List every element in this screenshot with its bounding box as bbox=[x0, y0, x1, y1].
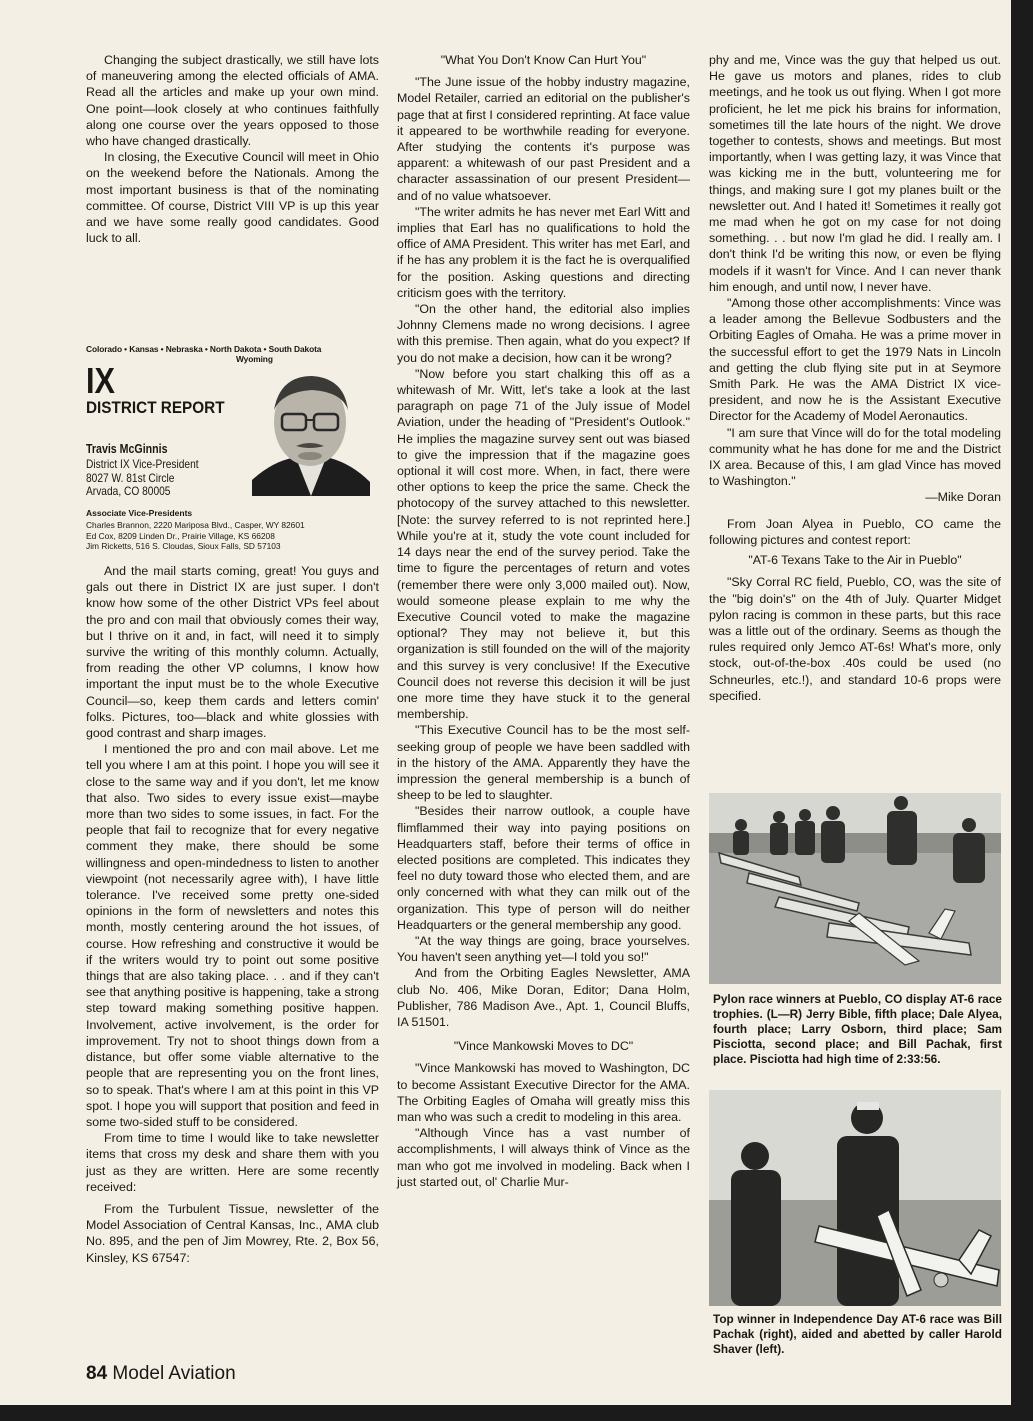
paragraph: "The June issue of the hobby industry magazine, Model Retailer, carried an editorial on the publisher's page that at first I considered reprinting. At face value it appeared to be worthwhile reading for everyone. After studying the contents it's purpose was apparent: a whitewash of our past President and a character assassination of our present President—and of no value whatsoever. bbox=[397, 75, 690, 203]
associate-line: Ed Cox, 8209 Linden Dr., Prairie Village, KS 66208 bbox=[86, 530, 275, 541]
vp-street: 8027 W. 81st Circle bbox=[86, 470, 175, 485]
paragraph: "This Executive Council has to be the most self-seeking group of people we have been saddled with in the history of the AMA. Apparently they have the impression the general membership is a bunch of sheep to be led to slaughter. bbox=[397, 723, 690, 803]
paragraph: "Although Vince has a vast number of accomplishments, I will always think of Vince as the man who got me involved in modeling. Back when I just started out, ol' Charlie Mur- bbox=[397, 1126, 690, 1189]
scan-edge-right bbox=[1011, 0, 1033, 1421]
vp-name: Travis McGinnis bbox=[86, 442, 168, 456]
photo-caption-1: Pylon race winners at Pueblo, CO display AT-6 race trophies. (L—R) Jerry Bible, fifth place; Dale Alyea, fourth place; Larry Osborn, third place; Sam Pisciotta, second place; and Bill Pachak, first place. Pisciotta had high time of 2:33:56. bbox=[713, 992, 1002, 1066]
paragraph: And the mail starts coming, great! You guys and gals out there in District IX are just super. I don't know how some of the other District VPs feel about the pro and con mail that obviously comes their way, but I thrive on it and, in fact, will need it to simply survive the writing of this monthly column. Actually, from reading the other VP columns, I know how important the input must be to the whole Executive Council—so, keep them cards and letters comin' folks. Pictures, too—black and white glossies with good contrast and sharp images. bbox=[86, 564, 379, 741]
vp-city: Arvada, CO 80005 bbox=[86, 484, 171, 498]
associates-list bbox=[86, 520, 305, 552]
paragraph: In closing, the Executive Council will meet in Ohio on the weekend before the Nationals. Among the most important business is that of the nominating committee. Of course, District VIII VP is up this year and we have some really good candidates. Good luck to all. bbox=[86, 150, 379, 246]
pylon-race-winners-photo bbox=[709, 793, 1001, 984]
magazine-name: Model Aviation bbox=[112, 1363, 236, 1384]
paragraph: "The writer admits he has never met Earl Witt and implies that Earl has no qualifications to hold the office of AMA President. This writer has met Earl, and if he has any problem it is the fact he is overqualified for the position. Asking questions and directing criticism goes with the territory. bbox=[397, 204, 690, 300]
paragraph: And from the Orbiting Eagles Newsletter, AMA club No. 406, Mike Doran, Editor; Dana Holm, Publisher, 786 Madison Ave., Apt. 1, Council Bluffs, IA 51501. bbox=[397, 966, 690, 1029]
district-number: IX bbox=[86, 360, 115, 401]
paragraph: From the Turbulent Tissue, newsletter of the Model Association of Central Kansas, Inc., AMA club No. 895, and the pen of Jim Mowrey, Rte. 2, Box 56, Kinsley, KS 67547: bbox=[86, 1201, 379, 1265]
section-heading: "AT-6 Texans Take to the Air in Pueblo" bbox=[748, 553, 962, 568]
paragraph: "Besides their narrow outlook, a couple have flimflammed their way into paying positions on Headquarters staff, before their terms of office in elected positions are completed. This indicates they feel no duty toward those who elected them, and are only concerned with what they can milk out of the organization. This type of person will do neither Headquarters or the general membership any good. bbox=[397, 804, 690, 932]
page-footer bbox=[86, 1363, 236, 1385]
section-heading: "What You Don't Know Can Hurt You" bbox=[440, 53, 647, 67]
top-winner-photo bbox=[709, 1090, 1001, 1306]
vp-title: District IX Vice-President bbox=[86, 457, 199, 471]
paragraph: Changing the subject drastically, we still have lots of maneuvering among the elected officials of AMA. Read all the articles and make up your own mind. One point—look closely at who continues faithfully along one course over the years opposed to those who have changed drastically. bbox=[86, 53, 379, 149]
paragraph: "I am sure that Vince will do for the total modeling community what he has done for me and the District IX area. Because of this, I am glad Vince has moved to Washington." bbox=[709, 425, 1001, 489]
district-report-title: DISTRICT REPORT bbox=[86, 398, 225, 417]
column-1 bbox=[86, 52, 379, 246]
column-3 bbox=[709, 52, 1001, 704]
vp-address bbox=[86, 458, 199, 499]
column-1-body bbox=[86, 563, 379, 1266]
scan-edge-bottom bbox=[0, 1405, 1033, 1421]
associate-line: Charles Brannon, 2220 Mariposa Blvd., Casper, WY 82601 bbox=[86, 520, 305, 530]
associate-line: Jim Ricketts, 516 S. Cloudas, Sioux Falls, SD 57103 bbox=[86, 541, 281, 551]
vp-portrait-photo bbox=[252, 370, 370, 496]
paragraph: phy and me, Vince was the guy that helped us out. He gave us motors and planes, rides to club meetings, and he took us out flying. When I got more proficient, he let me pick his brains for information, sometimes till the late hours of the night. We drove together to contests, shows and meetings. But most importantly, when I was getting lazy, it was Vince that was kicking me in the butt, volunteering me for things, and making sure I got my planes built or the newsletter out. And I hated it! Sometimes it really got me mad when he got on my case for not doing something. . . but now I'm glad he did. I really am. I don't think I'd be writing this now, or even be flying models if it wasn't for Vince. And I can never thank him enough, and until now, I never have. bbox=[709, 53, 1001, 294]
column-2 bbox=[397, 52, 690, 1190]
paragraph: "Among those other accomplishments: Vince was a leader among the Bellevue Sodbusters and the Orbiting Eagles of Omaha. He was a prime mover in the successful effort to get the 1979 Nats in Lincoln and getting the club flying site put in at Seymore Smith Park. He was the AMA District IX vice-president, and now he is the Assistant Executive Director for the Academy of Model Aeronautics. bbox=[709, 296, 1001, 424]
page-number: 84 bbox=[86, 1363, 108, 1384]
paragraph: I mentioned the pro and con mail above. Let me tell you where I am at this point. I hope you will see it close to the same way and if you don't, let me know that also. Two sides to every issue exist—maybe more than two sides to some issues, in fact. For the people that fail to recognize that for every negative comment they make, there should be some willingness and open-mindedness to listen to another viewpoint (not necessarily agree with), I have little tolerance. I've received some pretty one-sided opinions in the form of newsletters and notes this month, mostly centering around the hot issues, of course. How refreshing and constructive it would be if the writers would try to point out some positive things that are also taking place. . . and if they can't see that anything positive is happening, take a strong step toward making something positive happen. Involvement, active involvement, is the order for improvement. Try not to shoot things down from a distance, but offer some viable alternative to the people that are representing you on the front lines, so to speak. That's where I am at this point in this VP spot. I hope you will support that position and feed in some two-sided stuff to be considered. bbox=[86, 742, 379, 1129]
states-line-1: Colorado • Kansas • Nebraska • North Dakota • South Dakota bbox=[86, 344, 322, 354]
signature: —Mike Doran bbox=[925, 490, 1001, 505]
paragraph: "Now before you start chalking this off as a whitewash of Mr. Witt, let's take a look at the last paragraph on page 71 of the July issue of Model Aviation, under the heading of "President's Outlook." He implies the magazine survey sent out was biased to give the impression that if the magazine goes optional it will cost more. When, in fact, there were other options to keep the price the same. Check the photocopy of the survey attached to this newsletter. [Note: the survey referred to is not reprinted here.] While you're at it, study the vote count included for 14 days near the end of the survey period. Take the time to figure the percentages of return and votes (remember there were only 3,000 mailed out). Now, would someone please explain to me why the Executive Council voted to make the magazine optional? They may not believe it, but this organization is still founded on the will of the majority and this survey is very conclusive! If the Executive Council does not reverse this decision it will be just one more time they have stuck it to the general membership. bbox=[397, 366, 690, 722]
paragraph: "At the way things are going, brace yourselves. You haven't seen anything yet—I told you so!" bbox=[397, 933, 690, 965]
photo-caption-2: Top winner in Independence Day AT-6 race was Bill Pachak (right), aided and abetted by caller Harold Shaver (left). bbox=[713, 1312, 1002, 1356]
section-heading: "Vince Mankowski Moves to DC" bbox=[453, 1039, 634, 1054]
states-line-2: Wyoming bbox=[236, 354, 273, 364]
paragraph: From Joan Alyea in Pueblo, CO came the following pictures and contest report: bbox=[709, 516, 1001, 547]
paragraph: "Sky Corral RC field, Pueblo, CO, was the site of the "big doin's" on the 4th of July. Quarter Midget pylon racing is common in these parts, but this race was a little out of the ordinary. Seems as though the rules required only Jemco AT-6s! What's more, only stock, out-of-the-box .40s could be used (no Schneurles, etc.!), and standard 10-6 props were specified. bbox=[709, 575, 1001, 703]
paragraph: "Vince Mankowski has moved to Washington, DC to become Assistant Executive Director for the AMA. The Orbiting Eagles of Omaha will greatly miss this man who was such a credit to modeling in this area. bbox=[397, 1061, 690, 1124]
paragraph: From time to time I would like to take newsletter items that cross my desk and share them with you just as they are written. Here are some recently received: bbox=[86, 1131, 379, 1194]
associates-heading: Associate Vice-Presidents bbox=[86, 508, 193, 518]
district-states bbox=[86, 344, 366, 364]
paragraph: "On the other hand, the editorial also implies Johnny Clemens made no wrong decisions. I agree with this premise. Then again, what do you expect? If you do not make a decision, how can it be wrong? bbox=[397, 302, 690, 365]
